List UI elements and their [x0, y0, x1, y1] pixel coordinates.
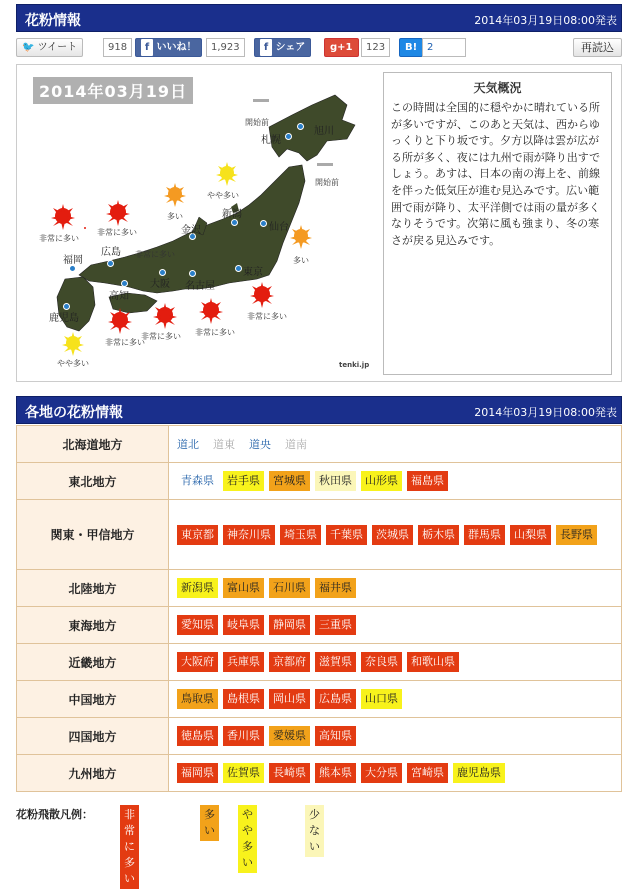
pollen-marker-very-high: [199, 298, 223, 324]
prefecture-link[interactable]: 山形県: [361, 471, 402, 491]
pollen-label: 開始前: [315, 178, 339, 187]
prefecture-link[interactable]: 大阪府: [177, 652, 218, 672]
region-name: 北陸地方: [17, 570, 169, 607]
city-label-asahikawa: 旭川: [314, 126, 334, 137]
prefecture-link[interactable]: 愛知県: [177, 615, 218, 635]
prefecture-cell: [169, 681, 622, 718]
prefecture-link[interactable]: 静岡県: [269, 615, 310, 635]
city-label-sendai: 仙台: [269, 222, 289, 233]
city-dot: [189, 270, 196, 277]
city-label-fukuoka: 福岡: [63, 255, 83, 266]
prefecture-link[interactable]: 徳島県: [177, 726, 218, 746]
region-name: 中国地方: [17, 681, 169, 718]
city-label-osaka: 大阪: [150, 279, 170, 290]
city-dot: [297, 123, 304, 130]
city-label-kochi: 高知: [109, 291, 129, 302]
region-name: 東海地方: [17, 607, 169, 644]
city-dot: [231, 219, 238, 226]
region-row: [17, 463, 622, 500]
region-name: 近畿地方: [17, 644, 169, 681]
prefecture-link[interactable]: 東京都: [177, 525, 218, 545]
prefecture-link[interactable]: 鹿児島県: [453, 763, 505, 783]
pollen-label: 多い: [167, 212, 183, 221]
legend-low: 少ない: [305, 805, 324, 857]
hatena-count: 2: [422, 38, 466, 57]
map-credit: tenki.jp: [339, 361, 370, 369]
prefecture-cell: [169, 426, 622, 463]
prefecture-link[interactable]: 岡山県: [269, 689, 310, 709]
prefecture-link[interactable]: 群馬県: [464, 525, 505, 545]
prefecture-link[interactable]: 栃木県: [418, 525, 459, 545]
prefecture-cell: [169, 718, 622, 755]
region-name: 北海道地方: [17, 426, 169, 463]
prefecture-link[interactable]: 宮崎県: [407, 763, 448, 783]
twitter-icon: 🐦: [22, 42, 35, 53]
prefecture-cell: [169, 570, 622, 607]
pollen-marker-very-high: [106, 200, 130, 226]
city-label-sapporo: 札幌: [261, 135, 281, 146]
city-dot: [235, 265, 242, 272]
pollen-label: 非常に多い: [141, 332, 181, 341]
hokkaido-shape: [269, 95, 355, 161]
legend-high: 多い: [200, 805, 219, 841]
prefecture-link[interactable]: 山梨県: [510, 525, 551, 545]
regional-header: [16, 396, 622, 424]
pollen-marker-very-high: [84, 227, 86, 229]
prefecture-link[interactable]: 新潟県: [177, 578, 218, 598]
bar-marker: [253, 99, 269, 102]
hatena-icon: B!: [405, 42, 418, 53]
prefecture-link[interactable]: 千葉県: [326, 525, 367, 545]
regional-table: [16, 425, 622, 792]
region-row: [17, 607, 622, 644]
page-title: 花粉情報: [25, 13, 81, 29]
tweet-button[interactable]: 🐦 ツイート: [16, 38, 83, 57]
city-dot: [260, 220, 267, 227]
bar-marker: [317, 163, 333, 166]
reload-button[interactable]: 再読込: [573, 38, 622, 57]
prefecture-link[interactable]: 石川県: [269, 578, 310, 598]
pollen-label: 非常に多い: [247, 312, 287, 321]
pollen-label: 非常に多い: [195, 328, 235, 337]
map-date: 2014年03月19日: [33, 77, 193, 104]
prefecture-link[interactable]: 愛媛県: [269, 726, 310, 746]
pollen-marker-very-high: [153, 303, 177, 329]
prefecture-cell: [169, 644, 622, 681]
pollen-marker-very-high: [51, 204, 75, 230]
pollen-marker-high: [290, 225, 312, 249]
prefecture-link[interactable]: 秋田県: [315, 471, 356, 491]
prefecture-link[interactable]: 三重県: [315, 615, 356, 635]
gplus-count: 123: [361, 38, 390, 57]
prefecture-link[interactable]: 鳥取県: [177, 689, 218, 709]
region-row: [17, 426, 622, 463]
city-label-niigata: 新潟: [222, 209, 242, 220]
prefecture-link[interactable]: 富山県: [223, 578, 264, 598]
city-dot: [285, 133, 292, 140]
prefecture-link[interactable]: 福岡県: [177, 763, 218, 783]
like-count: 1,923: [206, 38, 245, 57]
city-label-hiroshima: 広島: [101, 247, 121, 258]
regional-date: 2014年03月19日08:00発表: [474, 406, 617, 419]
gplus-button[interactable]: g+1: [324, 38, 359, 57]
region-row: [17, 500, 622, 570]
city-label-nagoya: 名古屋: [185, 281, 215, 292]
legend-moderate: やや多い: [238, 805, 257, 873]
region-row: [17, 570, 622, 607]
hatena-button[interactable]: [399, 38, 423, 57]
announce-date: 2014年03月19日08:00発表: [474, 14, 617, 27]
pollen-marker-high: [164, 183, 186, 207]
pollen-label: 非常に多い: [97, 228, 137, 237]
prefecture-link[interactable]: 高知県: [315, 726, 356, 746]
area-link: 道南: [285, 438, 307, 451]
region-name: 九州地方: [17, 755, 169, 792]
prefecture-link[interactable]: 埼玉県: [280, 525, 321, 545]
prefecture-link[interactable]: 京都府: [269, 652, 310, 672]
like-button[interactable]: f いいね！: [135, 38, 202, 57]
pollen-label: 開始前: [245, 118, 269, 127]
area-link[interactable]: 道北: [177, 438, 199, 451]
regional-title: 各地の花粉情報: [25, 405, 123, 421]
pollen-marker-moderate: [216, 162, 238, 186]
region-row: [17, 681, 622, 718]
prefecture-cell: [169, 463, 622, 500]
area-link: 道東: [213, 438, 235, 451]
weather-title: 天気概況: [473, 81, 522, 95]
prefecture-link[interactable]: 滋賀県: [315, 652, 356, 672]
prefecture-link[interactable]: 茨城県: [372, 525, 413, 545]
legend-title: 花粉飛散凡例：: [16, 808, 93, 821]
pollen-map-panel: [16, 64, 622, 382]
region-name: 関東・甲信地方: [17, 500, 169, 570]
region-name: 東北地方: [17, 463, 169, 500]
prefecture-link[interactable]: 神奈川県: [223, 525, 275, 545]
prefecture-link[interactable]: 福井県: [315, 578, 356, 598]
facebook-icon: f: [141, 39, 153, 56]
city-dot: [69, 265, 76, 272]
tweet-count: 918: [103, 38, 132, 57]
region-name: 四国地方: [17, 718, 169, 755]
city-dot: [121, 280, 128, 287]
pollen-label: 非常に多い: [39, 234, 79, 243]
prefecture-link[interactable]: 香川県: [223, 726, 264, 746]
prefecture-link[interactable]: 佐賀県: [223, 763, 264, 783]
region-row: [17, 644, 622, 681]
area-link[interactable]: 道央: [249, 438, 271, 451]
prefecture-link[interactable]: 山口県: [361, 689, 402, 709]
city-dot: [107, 260, 114, 267]
prefecture-link[interactable]: 島根県: [223, 689, 264, 709]
prefecture-link[interactable]: 奈良県: [361, 652, 402, 672]
prefecture-link[interactable]: 福島県: [407, 471, 448, 491]
prefecture-cell: [169, 755, 622, 792]
facebook-icon: f: [260, 39, 272, 56]
region-row: [17, 718, 622, 755]
fb-share-button[interactable]: f シェア: [254, 38, 311, 57]
prefecture-cell: [169, 607, 622, 644]
share-bar: [16, 36, 622, 60]
prefecture-link[interactable]: 和歌山県: [407, 652, 459, 672]
pollen-marker-moderate: [62, 332, 84, 356]
prefecture-link[interactable]: 岐阜県: [223, 615, 264, 635]
pollen-label: 多い: [293, 256, 309, 265]
region-row: [17, 755, 622, 792]
prefecture-link[interactable]: 青森県: [181, 474, 214, 487]
pollen-label: やや多い: [57, 359, 89, 368]
pollen-header: [16, 4, 622, 32]
prefecture-link[interactable]: 熊本県: [315, 763, 356, 783]
prefecture-cell: [169, 500, 622, 570]
prefecture-link[interactable]: 大分県: [361, 763, 402, 783]
prefecture-link[interactable]: 長崎県: [269, 763, 310, 783]
weather-summary: [383, 72, 612, 375]
city-label-kanazawa: 金沢: [181, 225, 201, 236]
pollen-label: やや多い: [207, 191, 239, 200]
prefecture-link[interactable]: 広島県: [315, 689, 356, 709]
prefecture-link[interactable]: 宮城県: [269, 471, 310, 491]
prefecture-link[interactable]: 兵庫県: [223, 652, 264, 672]
city-label-kagoshima: 鹿児島: [49, 313, 79, 324]
gplus-icon: g: [330, 42, 338, 53]
prefecture-link[interactable]: 長野県: [556, 525, 597, 545]
pollen-label: 非常に多い: [105, 338, 145, 347]
prefecture-link[interactable]: 岩手県: [223, 471, 264, 491]
legend-very-high: 非常に多い: [120, 805, 139, 889]
weather-body: この時間は全国的に穏やかに晴れている所が多いですが、このあと天気は、西からゆっくりと下り坂です。夕方以降は雲が広がる所が多く、夜には九州で雨が降り出すでしょう。あすは、日本の南の海上を、前線を伴った低気圧が進む見込みです。広い範囲で雨が降り、太平洋側では雨の量が多くなりそうです。次第に風も強まり、冬の寒さが戻る見込みです。: [391, 101, 601, 247]
pollen-label: 非常に多い: [135, 250, 175, 259]
pollen-marker-very-high: [250, 282, 274, 308]
city-label-tokyo: 東京: [243, 267, 263, 278]
